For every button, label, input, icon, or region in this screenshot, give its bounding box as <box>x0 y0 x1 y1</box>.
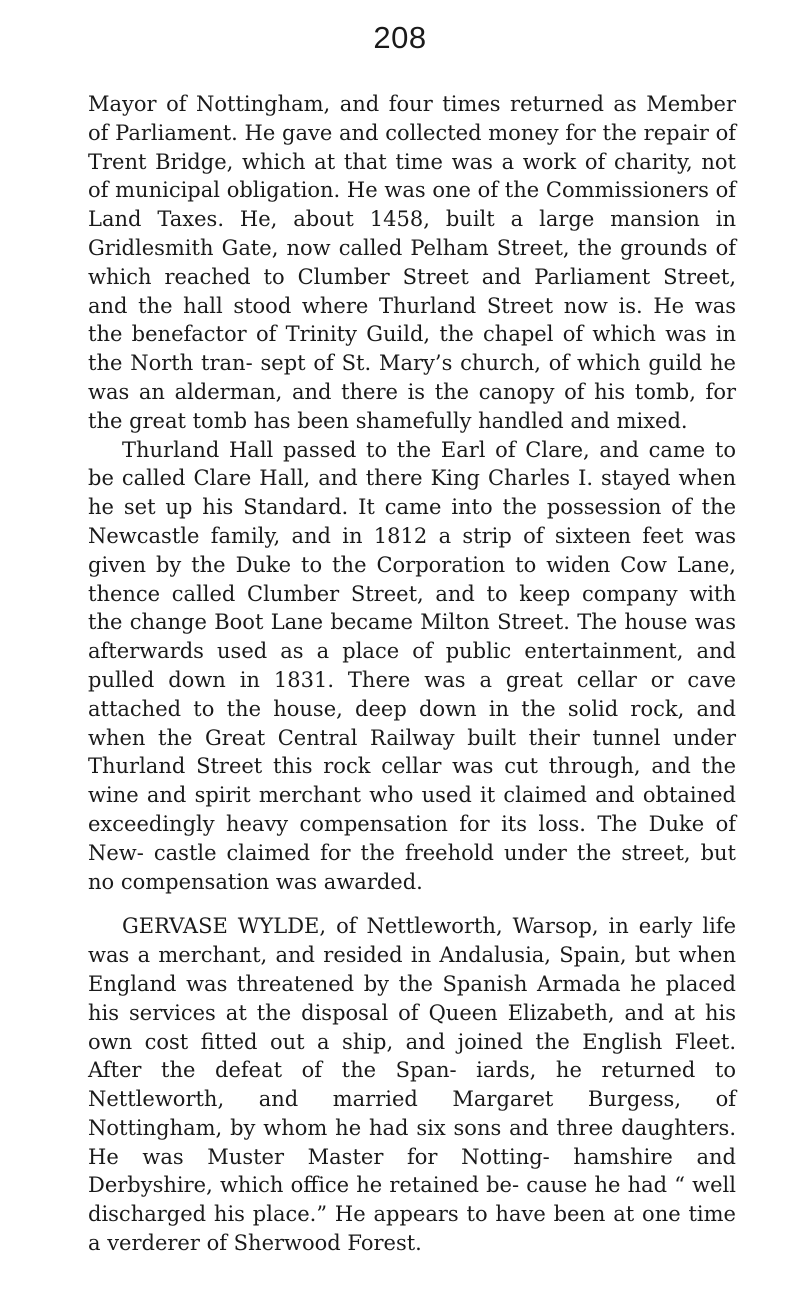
body-text <box>88 90 736 1258</box>
paragraph-gervase-wylde: GERVASE WYLDE, of Nettleworth, Warsop, in early life was a merchant, and resided in Andalusia, Spain, but when England was threatened by the Spanish Armada he placed his services at the disposal of Queen Elizabeth, and at his own cost fitted out a ship, and joined the English Fleet. After the defeat of the Span- iards, he returned to Nettleworth, and married Margaret Burgess, of Nottingham, by whom he had six sons and three daughters. He was Muster Master for Notting- hamshire and Derbyshire, which office he retained be- cause he had “ well discharged his place.” He appears to have been at one time a verderer of Sherwood Forest. <box>88 914 736 1256</box>
paragraph-thurland-hall: Thurland Hall passed to the Earl of Clare, and came to be called Clare Hall, and there King Charles I. stayed when he set up his Standard. It came into the possession of the Newcastle family, and in 1812 a strip of sixteen feet was given by the Duke to the Corporation to widen Cow Lane, thence called Clumber Street, and to keep company with the change Boot Lane became Milton Street. The house was afterwards used as a place of public entertainment, and pulled down in 1831. There was a great cellar or cave attached to the house, deep down in the solid rock, and when the Great Central Railway built their tunnel under Thurland Street this rock cellar was cut through, and the wine and spirit merchant who used it claimed and obtained exceedingly heavy compensation for its loss. The Duke of New- castle claimed for the freehold under the street, but no compensation was awarded. <box>88 437 736 894</box>
page-number: 208 <box>373 20 427 55</box>
paragraph-thurland-mansion: Mayor of Nottingham, and four times returned as Member of Parliament. He gave and collected money for the repair of Trent Bridge, which at that time was a work of charity, not of municipal obligation. He was one of the Commissioners of Land Taxes. He, about 1458, built a large mansion in Gridlesmith Gate, now called Pelham Street, the grounds of which reached to Clumber Street and Parliament Street, and the hall stood where Thurland Street now is. He was the benefactor of Trinity Guild, the chapel of which was in the North tran- sept of St. Mary’s church, of which guild he was an alderman, and there is the canopy of his tomb, for the great tomb has been shamefully handled and mixed. <box>88 92 736 433</box>
